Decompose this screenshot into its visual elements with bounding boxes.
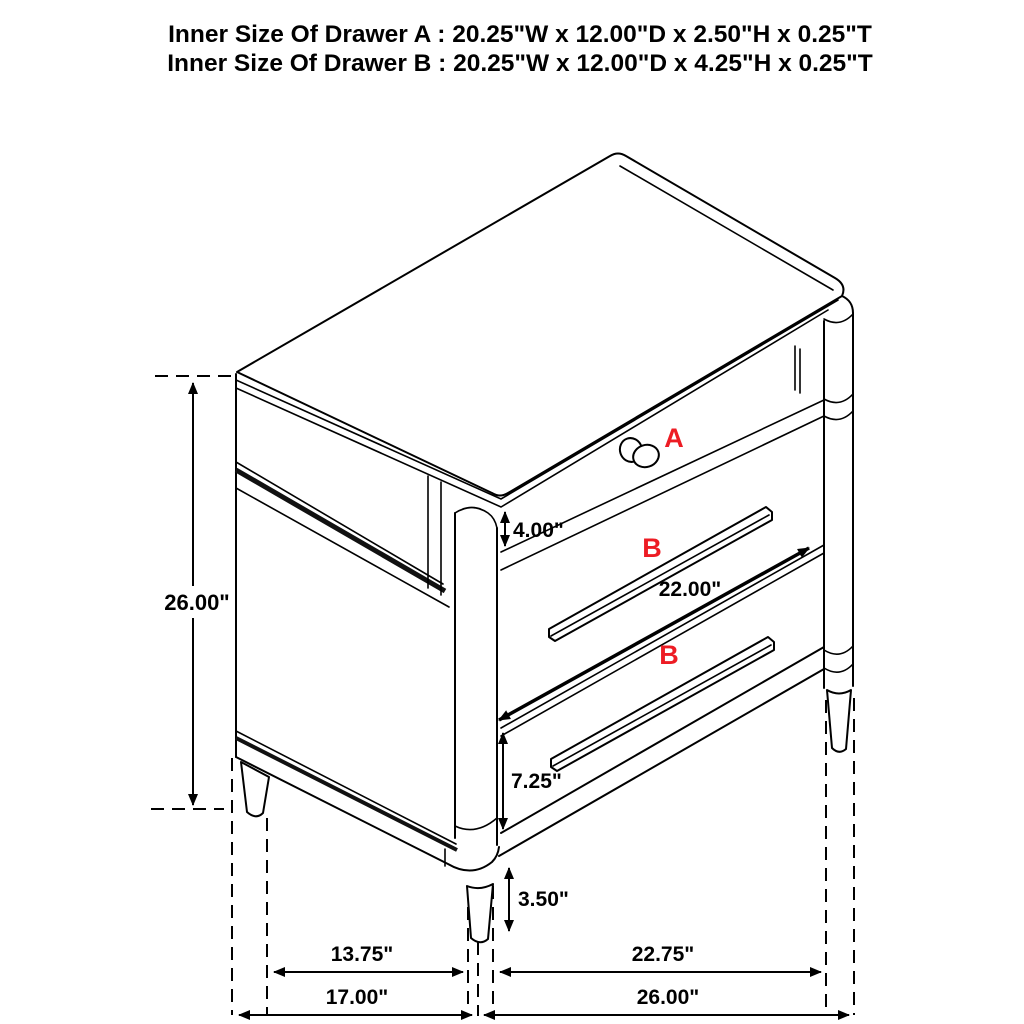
page-title-line-2: Inner Size Of Drawer B : 20.25"W x 12.00"D x 4.25"H x 0.25"T [167,50,873,77]
top-right-edge-curve [842,296,853,313]
top-face [237,154,843,496]
drawer-b-height-label: 7.25" [511,770,562,793]
drawer-a-label: A [664,423,684,453]
drawer-a-height-label: 4.00" [513,519,564,542]
side-upper-rail-lower-line [236,488,449,607]
side-bottom-rail-line [236,731,456,844]
nightstand-drawing [236,154,853,943]
width-inner-label: 22.75" [631,943,695,966]
depth-total-label: 17.00" [325,986,389,1009]
title-block [167,21,873,77]
drawer-b-bottom-label: B [659,640,679,670]
height-dimension-label: 26.00" [164,590,230,615]
width-total-label: 26.00" [636,986,700,1009]
post-bottom-ring-bottom [824,664,853,672]
post-top-ring [824,314,853,323]
post-bottom-ring [455,818,497,830]
side-bottom-rail-bottom-edge [236,757,499,871]
drawer-b1-handle [549,507,772,641]
handle-bar [549,507,772,641]
drawer-b-middle-label: B [642,533,662,563]
post-top-curve [455,508,497,529]
page-title-line-1: Inner Size Of Drawer A : 20.25"W x 12.00"D x 2.50"H x 0.25"T [168,21,872,48]
front-leg [467,884,493,942]
drawer-width-label: 22.00" [658,578,722,601]
post-mid-ring-top [824,394,853,403]
depth-inner-label: 13.75" [330,943,394,966]
front-bottom-rail-top [501,647,824,833]
post-bottom-ring-top [824,646,853,654]
side-upper-rail-line [236,462,443,584]
drawer-a-knob [617,435,662,470]
left-leg [241,762,269,816]
front-left-post [455,508,497,846]
leg-height-label: 3.50" [518,888,569,911]
side-bottom-rail-shadow [236,738,457,850]
right-post [824,313,853,688]
side-upper-rail-shadow [236,470,445,591]
post-mid-ring-bottom [824,411,853,420]
right-leg [827,690,851,752]
